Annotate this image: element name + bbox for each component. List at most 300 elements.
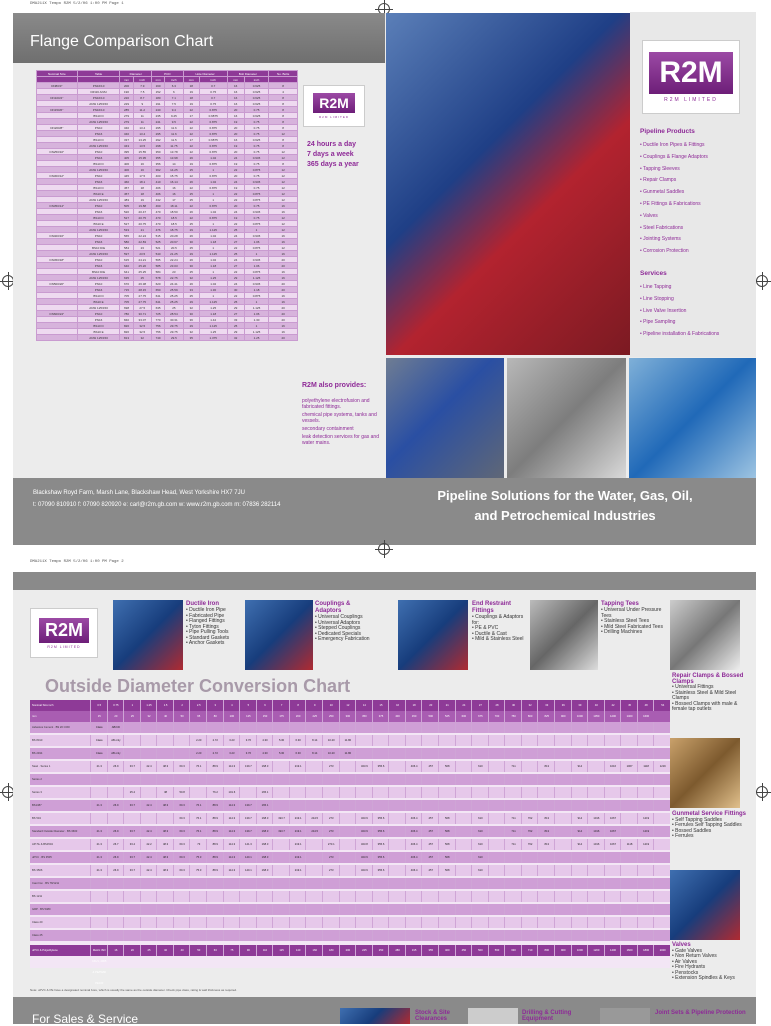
grid-cell: 88.9 xyxy=(206,813,224,824)
grid-cell xyxy=(223,878,241,889)
table-cell: 406 xyxy=(120,167,133,173)
table-cell: 1.02 xyxy=(199,155,227,161)
list-item: • Stepped Couplings xyxy=(315,625,361,631)
grid-cell xyxy=(587,904,605,915)
table-cell: 565 xyxy=(152,257,165,263)
grid-cell xyxy=(289,878,307,889)
grid-cell xyxy=(438,800,456,811)
grid-cell: 14 xyxy=(355,700,373,711)
grid-cell: 219.1 xyxy=(289,826,307,837)
table-cell: 0.625 xyxy=(244,83,269,89)
grid-cell xyxy=(173,878,191,889)
table-cell: ANSI 125/150 xyxy=(77,335,120,341)
grid-cell xyxy=(107,878,125,889)
table-cell: DN450/18" xyxy=(37,257,78,263)
table-cell: 670 xyxy=(120,281,133,287)
table-subheader-cell: mm xyxy=(120,77,133,83)
table-cell: 460 xyxy=(120,179,133,185)
grid-cell: 610 xyxy=(471,813,489,824)
grid-cell xyxy=(272,839,290,850)
grid-cell xyxy=(173,774,191,785)
grid-cell xyxy=(355,722,373,733)
table-cell: DIN16 ANSI xyxy=(77,89,120,95)
grid-cell: 125 xyxy=(272,945,290,956)
grid-cell xyxy=(554,878,572,889)
grid-cell xyxy=(554,904,572,915)
category-end-restraint xyxy=(472,601,527,643)
grid-cell xyxy=(637,891,655,902)
grid-cell: 508 xyxy=(438,839,456,850)
grid-cell xyxy=(620,813,638,824)
table-cell: 27.75 xyxy=(133,293,152,299)
grid-cell xyxy=(537,787,555,798)
grid-cell xyxy=(305,839,323,850)
grid-cell: 114.3 xyxy=(223,800,241,811)
table-cell: 8 xyxy=(269,113,298,119)
grid-cell xyxy=(504,891,522,902)
table-cell: 23 xyxy=(165,269,184,275)
grid-cell xyxy=(620,904,638,915)
grid-cell: 32 xyxy=(521,700,539,711)
table-cell: 641 xyxy=(120,269,133,275)
grid-cell: 16 xyxy=(388,700,406,711)
grid-cell xyxy=(587,930,605,941)
grid-row xyxy=(30,722,670,733)
table-cell: 21.25 xyxy=(165,251,184,257)
grid-cell xyxy=(571,774,589,785)
grid-cell: 26.9 xyxy=(107,865,125,876)
row-label: BS 8010 xyxy=(32,739,43,742)
grid-cell xyxy=(256,891,274,902)
grid-cell xyxy=(289,800,307,811)
table-cell: 505 xyxy=(120,203,133,209)
table-cell: 25 xyxy=(183,191,199,197)
grid-cell xyxy=(620,930,638,941)
grid-cell: 914 xyxy=(571,826,589,837)
table-cell: 27.5 xyxy=(133,305,152,311)
grid-cell: 21 xyxy=(438,700,456,711)
grid-cell xyxy=(156,891,174,902)
grid-cell: 15 xyxy=(90,711,108,722)
grid-cell: 457 xyxy=(421,839,439,850)
table-cell: 0.75 xyxy=(244,107,269,113)
grid-cell xyxy=(305,774,323,785)
grid-cell xyxy=(305,787,323,798)
table-cell: 16 xyxy=(227,95,244,101)
grid-cell: 40 xyxy=(156,711,174,722)
table-cell: 0.945 xyxy=(244,209,269,215)
grid-cell xyxy=(521,878,539,889)
table-cell: 26 xyxy=(183,209,199,215)
table-cell: 16 xyxy=(165,191,184,197)
grid-cell: 750 xyxy=(504,711,522,722)
grid-cell xyxy=(504,774,522,785)
grid-cell xyxy=(123,813,141,824)
table-cell: 29 xyxy=(183,323,199,329)
grid-cell xyxy=(339,787,357,798)
table-cell: 6 xyxy=(165,89,184,95)
grid-cell: 762 xyxy=(521,813,539,824)
grid-cell xyxy=(421,800,439,811)
grid-cell xyxy=(388,852,406,863)
list-item: • Line Tapping xyxy=(640,284,672,290)
grid-cell xyxy=(554,826,572,837)
table-cell: 25.25 xyxy=(165,299,184,305)
grid-row xyxy=(30,904,670,915)
table-cell: 12 xyxy=(269,185,298,191)
grid-cell xyxy=(471,917,489,928)
grid-cell: 139.7 xyxy=(239,826,257,837)
grid-cell xyxy=(438,774,456,785)
grid-cell xyxy=(239,878,257,889)
table-cell: 698 xyxy=(120,305,133,311)
list-item: • Tapping Sleeves xyxy=(640,165,680,172)
grid-cell xyxy=(488,826,506,837)
stock-photo xyxy=(340,1008,410,1024)
grid-cell: 610 xyxy=(471,761,489,772)
table-cell: 17 xyxy=(165,197,184,203)
table-cell: 9.4 xyxy=(165,107,184,113)
table-cell: 24 xyxy=(227,179,244,185)
table-cell: 355 xyxy=(152,155,165,161)
table-cell: 0.75 xyxy=(244,203,269,209)
table-cell: 26 xyxy=(183,281,199,287)
footer-item: Drilling & Cutting Equipment xyxy=(522,1010,572,1022)
grid-cell xyxy=(355,917,373,928)
table-cell: 16 xyxy=(165,185,184,191)
grid-cell xyxy=(421,787,439,798)
list-item: • Ductile Iron Pipe xyxy=(186,607,226,613)
grid-cell xyxy=(256,930,274,941)
table-cell: 7.9 xyxy=(133,83,152,89)
grid-cell: 2.20 xyxy=(189,735,207,746)
grid-cell: 168.3 xyxy=(256,839,274,850)
table-cell: 13.4 xyxy=(133,125,152,131)
grid-cell: 1067 xyxy=(604,813,622,824)
grid-cell: 1219 xyxy=(637,813,655,824)
grid-cell: Class xyxy=(90,722,108,733)
list-item: chemical pipe systems, tanks and vessels. xyxy=(302,412,377,424)
grid-cell xyxy=(305,891,323,902)
also-provides-heading: R2M also provides: xyxy=(302,382,367,389)
table-cell: 191 xyxy=(152,101,165,107)
od-chart-title: Outside Diameter Conversion Chart xyxy=(45,676,351,696)
table-cell: 22 xyxy=(183,125,199,131)
grid-cell xyxy=(223,917,241,928)
table-cell: 1.25 xyxy=(244,335,269,341)
grid-cell xyxy=(620,865,638,876)
grid-row xyxy=(30,917,670,928)
table-cell: BS10 D xyxy=(77,293,120,299)
table-cell: 749 xyxy=(152,335,165,341)
side-category-heading: Valves xyxy=(672,942,691,948)
grid-cell: 24 xyxy=(455,700,473,711)
table-cell: 0.875 xyxy=(199,143,227,149)
grid-cell: 42.4 xyxy=(140,826,158,837)
grid-cell xyxy=(339,813,357,824)
list-item: • PE & PVC xyxy=(472,625,499,631)
grid-cell: 193.7 xyxy=(272,813,290,824)
table-cell: 22 xyxy=(227,191,244,197)
list-item: secondary containment xyxy=(302,426,354,432)
table-cell: 22 xyxy=(183,203,199,209)
list-item: • Couplings & Flange Adaptors xyxy=(640,153,708,160)
grid-cell xyxy=(620,722,638,733)
grid-cell: 42 xyxy=(604,700,622,711)
grid-cell: 250 xyxy=(322,711,340,722)
grid-cell: 25 xyxy=(123,711,141,722)
grid-cell: 60.3 xyxy=(173,813,191,824)
grid-cell: 813 xyxy=(537,839,555,850)
table-cell: 405 xyxy=(120,155,133,161)
grid-cell xyxy=(90,891,108,902)
table-cell: 432 xyxy=(152,197,165,203)
table-cell: 15.55 xyxy=(133,149,152,155)
table-cell: ANSI 125/150 xyxy=(77,101,120,107)
grid-cell: 5 xyxy=(239,700,257,711)
grid-cell xyxy=(140,774,158,785)
table-cell: 20 xyxy=(269,263,298,269)
table-cell: 20 xyxy=(227,125,244,131)
grid-cell xyxy=(620,800,638,811)
table-cell: PN10 xyxy=(77,203,120,209)
grid-cell: 457 xyxy=(421,826,439,837)
list-item: • Repair Clamps xyxy=(640,177,677,184)
grid-cell xyxy=(653,865,671,876)
side-category-valves xyxy=(672,943,747,982)
grid-cell xyxy=(587,735,605,746)
table-cell: 29 xyxy=(183,251,199,257)
grid-cell xyxy=(537,735,555,746)
grid-cell: 219.1 xyxy=(289,761,307,772)
table-cell: 25 xyxy=(183,167,199,173)
grid-cell: 40 xyxy=(173,945,191,956)
table-cell: 1.125 xyxy=(244,329,269,335)
category-heading: End Restraint Fittings xyxy=(472,601,512,614)
grid-cell xyxy=(455,839,473,850)
grid-cell: 180 xyxy=(322,945,340,956)
list-item: • Stainless Steel & Mild Steel Clamps xyxy=(672,689,737,701)
list-item: • Live Valve Insertion xyxy=(640,307,687,314)
table-cell: 1.42 xyxy=(199,317,227,323)
table-cell: 25 xyxy=(133,275,152,281)
grid-cell xyxy=(388,722,406,733)
grid-cell: 42.2 xyxy=(140,839,158,850)
grid-cell: 1600 xyxy=(620,945,638,956)
grid-cell: 80 xyxy=(206,711,224,722)
table-cell: 12 xyxy=(269,155,298,161)
table-cell: PN10 xyxy=(77,311,120,317)
list-item: • Self Tapping Saddles xyxy=(672,816,723,823)
grid-cell xyxy=(571,891,589,902)
grid-cell xyxy=(571,878,589,889)
row-label: BS 2494 xyxy=(32,752,43,755)
table-cell: 0.875 xyxy=(199,161,227,167)
grid-cell: 8 xyxy=(289,700,307,711)
list-item: • Ferrules xyxy=(672,833,694,839)
grid-cell: 813 xyxy=(537,813,555,824)
grid-cell xyxy=(355,748,373,759)
table-cell: 13.5 xyxy=(133,143,152,149)
grid-cell xyxy=(156,930,174,941)
grid-cell xyxy=(107,904,125,915)
grid-cell: 60.3 xyxy=(173,826,191,837)
table-cell: 0.945 xyxy=(244,179,269,185)
grid-cell xyxy=(554,761,572,772)
grid-cell xyxy=(421,774,439,785)
grid-cell: 4.30 xyxy=(256,735,274,746)
table-cell: 6.3 xyxy=(165,83,184,89)
table-cell: 16 xyxy=(269,269,298,275)
grid-cell xyxy=(421,904,439,915)
grid-cell xyxy=(537,930,555,941)
grid-cell: 1000 xyxy=(571,711,589,722)
table-cell: 13.25 xyxy=(133,137,152,143)
list-item: polyethylene electrofusion and fabricated fittings. xyxy=(302,398,370,410)
grid-cell xyxy=(587,878,605,889)
address: Blackshaw Royd Farm, Marsh Lane, Blackshaw Head, West Yorkshire HX7 7JU xyxy=(33,490,245,496)
grid-cell xyxy=(488,865,506,876)
grid-cell xyxy=(405,774,423,785)
registration-mark-icon xyxy=(756,786,768,798)
grid-cell: AB/CD xyxy=(107,722,125,733)
grid-cell xyxy=(488,787,506,798)
table-cell: 25 xyxy=(165,305,184,311)
grid-cell xyxy=(156,722,174,733)
grid-cell xyxy=(571,787,589,798)
table-cell: 29.75 xyxy=(165,323,184,329)
grid-cell xyxy=(571,904,589,915)
grid-cell: 500 xyxy=(471,945,489,956)
grid-cell xyxy=(405,748,423,759)
grid-cell xyxy=(388,917,406,928)
table-cell: 16 xyxy=(227,113,244,119)
grid-cell xyxy=(653,748,671,759)
list-item: • PE Fittings & Fabrications xyxy=(640,200,701,207)
table-cell: ANSI 125/150 xyxy=(77,119,120,125)
grid-cell: 168.3 xyxy=(256,813,274,824)
grid-cell xyxy=(455,735,473,746)
table-cell: 22.24 xyxy=(133,233,152,239)
grid-cell xyxy=(471,878,489,889)
table-cell: 16 xyxy=(269,299,298,305)
table-cell: 457 xyxy=(120,191,133,197)
table-cell: 11.6 xyxy=(165,125,184,131)
table-cell: 16 xyxy=(269,275,298,281)
grid-cell xyxy=(587,787,605,798)
stainless-clamps-photo xyxy=(507,358,626,478)
table-cell: PN10 xyxy=(77,125,120,131)
grid-cell xyxy=(521,735,539,746)
table-cell: 0.945 xyxy=(244,257,269,263)
grid-cell: 88.9 xyxy=(206,761,224,772)
grid-cell xyxy=(107,930,125,941)
table-cell: 279 xyxy=(120,113,133,119)
grid-cell: 323.9 xyxy=(355,761,373,772)
table-cell: 520 xyxy=(120,209,133,215)
grid-cell: 610 xyxy=(471,839,489,850)
table-cell: 8 xyxy=(269,137,298,143)
table-row xyxy=(37,335,298,341)
grid-cell: 33.7 xyxy=(123,865,141,876)
grid-cell: 200 xyxy=(339,945,357,956)
row-label: BS 534 xyxy=(32,817,41,820)
table-cell: 0.625 xyxy=(244,113,269,119)
grid-cell xyxy=(388,878,406,889)
grid-row xyxy=(30,761,670,772)
grid-cell: 1016 xyxy=(604,761,622,772)
grid-cell: 10.20 xyxy=(322,748,340,759)
table-cell: DN80/3" xyxy=(37,83,78,89)
grid-cell xyxy=(587,774,605,785)
table-cell: 13.98 xyxy=(165,155,184,161)
table-cell: 24 xyxy=(227,281,244,287)
table-cell: 9.5 xyxy=(165,119,184,125)
table-cell: 25 xyxy=(183,269,199,275)
table-cell: 8 xyxy=(269,95,298,101)
grid-cell xyxy=(554,917,572,928)
grid-cell xyxy=(405,917,423,928)
grid-cell: 76.1 xyxy=(189,761,207,772)
grid-cell: 76.1 xyxy=(189,813,207,824)
side-category-heading: Repair Clamps & Bossed Clamps xyxy=(672,673,744,685)
table-header-cell: Nominal Size xyxy=(37,71,78,77)
grid-cell: 8.14 xyxy=(305,748,323,759)
grid-cell xyxy=(322,891,340,902)
table-cell: 1.02 xyxy=(199,257,227,263)
table-cell: 24 xyxy=(227,209,244,215)
grid-cell xyxy=(537,904,555,915)
grid-cell xyxy=(455,904,473,915)
table-cell: 16 xyxy=(133,167,152,173)
grid-cell: 3.76 xyxy=(239,735,257,746)
table-cell: 16 xyxy=(269,233,298,239)
table-cell: 0.875 xyxy=(244,191,269,197)
table-cell: 1.18 xyxy=(199,311,227,317)
table-cell: 1.25 xyxy=(199,329,227,335)
grid-cell: AB only xyxy=(107,748,125,759)
grid-cell: Metric ISO 161/1, 4065 & PE/PE80 PE100 xyxy=(90,945,108,956)
grid-cell xyxy=(521,904,539,915)
table-cell: 20 xyxy=(269,257,298,263)
table-cell: 1.25 xyxy=(199,305,227,311)
grid-cell xyxy=(571,800,589,811)
grid-cell: 45 xyxy=(620,700,638,711)
table-cell: DN100/4" xyxy=(37,95,78,101)
table-cell: 1.375 xyxy=(199,335,227,341)
grid-cell: 2000 xyxy=(653,945,671,956)
table-cell: 0.75 xyxy=(244,131,269,137)
grid-cell: 140.1 xyxy=(239,865,257,876)
table-cell: 25 xyxy=(227,323,244,329)
table-cell: 620 xyxy=(152,281,165,287)
table-cell: 30 xyxy=(183,311,199,317)
grid-cell: 355 xyxy=(421,945,439,956)
grid-cell xyxy=(405,735,423,746)
grid-cell: 50 xyxy=(173,711,191,722)
grid-cell: 762 xyxy=(521,839,539,850)
grid-cell: 355.6 xyxy=(372,839,390,850)
tagline-line: 24 hours a day xyxy=(307,141,357,148)
list-item: • Universal Fittings xyxy=(672,684,714,690)
grid-cell xyxy=(421,891,439,902)
grid-cell xyxy=(653,891,671,902)
table-cell: 1.06 xyxy=(244,311,269,317)
table-cell: 22 xyxy=(183,185,199,191)
grid-cell: 6.30 xyxy=(289,748,307,759)
table-cell: 160 xyxy=(152,83,165,89)
list-item: • Line Stopping xyxy=(640,295,674,302)
